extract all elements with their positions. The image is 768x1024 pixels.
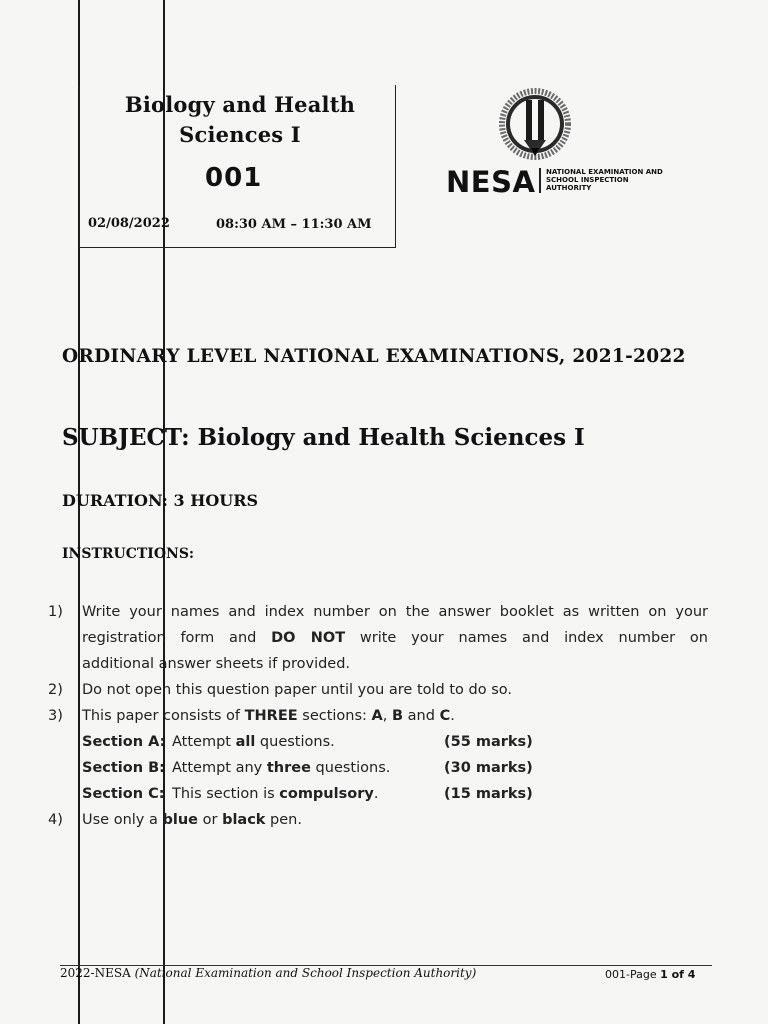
- duration-line: DURATION: 3 HOURS: [62, 491, 259, 510]
- instruction-1: [48, 599, 708, 625]
- instruction-text: Use only a blue or black pen.: [82, 812, 302, 828]
- instruction-number: 1): [48, 604, 63, 620]
- section-description: This section is compulsory.: [172, 786, 379, 802]
- instruction-4: [48, 807, 708, 833]
- exam-date: 02/08/2022: [88, 216, 170, 231]
- exam-heading: ORDINARY LEVEL NATIONAL EXAMINATIONS, 2021-2022: [62, 346, 686, 367]
- exam-time: 08:30 AM – 11:30 AM: [216, 217, 372, 232]
- instruction-text: registration form and DO NOT write your names and index number on: [82, 630, 708, 646]
- instruction-number: 4): [48, 812, 63, 828]
- instruction-text: This paper consists of THREE sections: A, B and C.: [82, 708, 455, 724]
- section-label: Section C:: [82, 786, 165, 802]
- nesa-full-name: [546, 168, 663, 192]
- section-description: Attempt any three questions.: [172, 760, 391, 776]
- instruction-3: [48, 703, 708, 729]
- subject-line-2: Sciences I: [179, 122, 301, 147]
- section-c-row: [48, 781, 708, 807]
- paper-code: 001: [205, 163, 263, 193]
- instruction-number: 3): [48, 708, 63, 724]
- section-marks: (15 marks): [444, 786, 533, 802]
- nesa-sub-line-1: NATIONAL EXAMINATION AND: [546, 168, 663, 176]
- instruction-text: Do not open this question paper until you are told to do so.: [82, 682, 512, 698]
- instruction-1-cont: [48, 625, 708, 651]
- instruction-1-cont: [48, 651, 708, 677]
- section-a-row: [48, 729, 708, 755]
- instruction-text: Write your names and index number on the answer booklet as written on your: [82, 604, 708, 620]
- instructions-list: [48, 599, 708, 833]
- nesa-wordmark: NESA: [446, 165, 536, 199]
- logo-divider: [539, 168, 541, 193]
- nesa-sub-line-2: SCHOOL INSPECTION: [546, 176, 629, 184]
- instruction-2: [48, 677, 708, 703]
- section-label: Section B:: [82, 760, 165, 776]
- subject-line: SUBJECT: Biology and Health Sciences I: [62, 424, 585, 451]
- section-marks: (55 marks): [444, 734, 533, 750]
- section-b-row: [48, 755, 708, 781]
- footer-authority: 2022-NESA (National Examination and School Inspection Authority): [60, 966, 477, 980]
- header-subject-title: [120, 90, 360, 150]
- nesa-sub-line-3: AUTHORITY: [546, 184, 592, 192]
- section-marks: (30 marks): [444, 760, 533, 776]
- subject-line-1: Biology and Health: [124, 92, 356, 117]
- instruction-number: 2): [48, 682, 63, 698]
- instruction-text: additional answer sheets if provided.: [82, 656, 351, 672]
- section-label: Section A:: [82, 734, 166, 750]
- footer-page-number: 001-Page 1 of 4: [605, 968, 696, 981]
- instructions-heading: INSTRUCTIONS:: [62, 546, 195, 562]
- section-description: Attempt all questions.: [172, 734, 335, 750]
- pencil-emblem-icon: [494, 88, 576, 170]
